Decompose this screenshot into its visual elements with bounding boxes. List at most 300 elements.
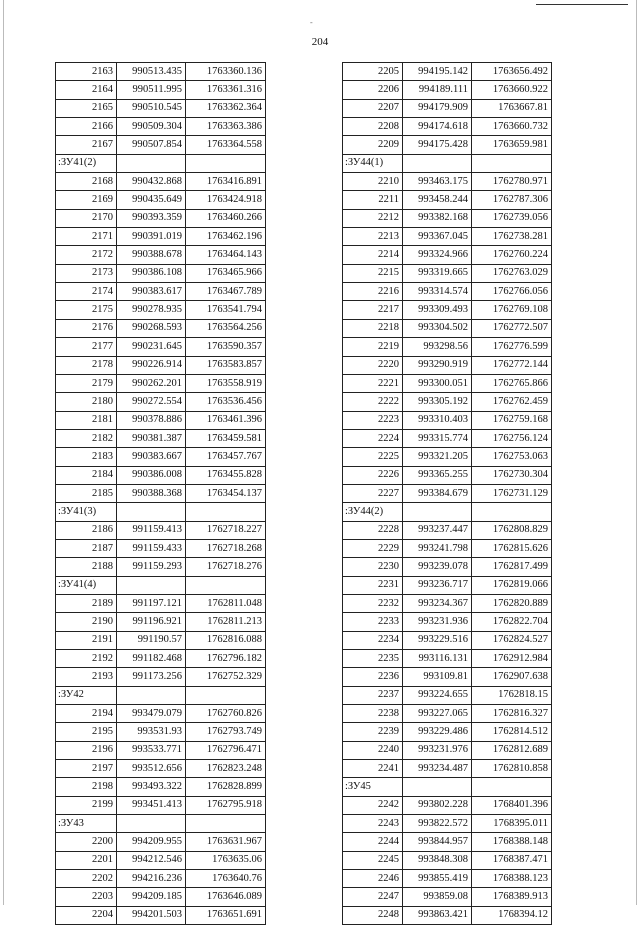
section-label: :ЗУ44(1) [343,154,403,172]
point-number: 2191 [56,631,117,649]
section-header-row [56,815,266,833]
point-number: 2194 [56,705,117,723]
table-row [343,173,552,191]
y-coordinate: 1762818.15 [472,686,552,704]
y-coordinate: 1763659.981 [472,136,552,154]
table-row [56,338,266,356]
point-number: 2226 [343,466,403,484]
point-number: 2167 [56,136,117,154]
table-row [56,705,266,723]
y-coordinate: 1762763.029 [472,264,552,282]
table-row [343,686,552,704]
x-coordinate: 993116.131 [403,650,472,668]
x-coordinate: 990391.019 [117,228,186,246]
x-coordinate: 993822.572 [403,815,472,833]
x-coordinate: 993324.966 [403,246,472,264]
table-row [56,118,266,136]
point-number: 2210 [343,173,403,191]
point-number: 2232 [343,594,403,612]
empty-cell [403,503,472,521]
x-coordinate: 990386.108 [117,264,186,282]
point-number: 2221 [343,374,403,392]
point-number: 2219 [343,338,403,356]
point-number: 2218 [343,319,403,337]
empty-cell [117,686,186,704]
y-coordinate: 1768388.148 [472,833,552,851]
point-number: 2241 [343,760,403,778]
y-coordinate: 1763457.767 [186,448,266,466]
left-scan-edge [3,0,4,905]
point-number: 2234 [343,631,403,649]
y-coordinate: 1762760.826 [186,705,266,723]
x-coordinate: 990278.935 [117,301,186,319]
empty-cell [117,815,186,833]
point-number: 2183 [56,448,117,466]
table-row [343,209,552,227]
point-number: 2248 [343,906,403,924]
y-coordinate: 1768389.913 [472,888,552,906]
table-row [56,209,266,227]
x-coordinate: 993367.045 [403,228,472,246]
x-coordinate: 993479.079 [117,705,186,723]
x-coordinate: 993855.419 [403,870,472,888]
y-coordinate: 1762816.327 [472,705,552,723]
x-coordinate: 994216.236 [117,870,186,888]
section-header-row [56,576,266,594]
x-coordinate: 990268.593 [117,319,186,337]
x-coordinate: 990507.854 [117,136,186,154]
x-coordinate: 993382.168 [403,209,472,227]
table-row [343,99,552,117]
x-coordinate: 990393.359 [117,209,186,227]
y-coordinate: 1762756.124 [472,429,552,447]
y-coordinate: 1763467.789 [186,283,266,301]
x-coordinate: 994174.618 [403,118,472,136]
table-row [56,246,266,264]
y-coordinate: 1762772.507 [472,319,552,337]
x-coordinate: 990432.868 [117,173,186,191]
empty-cell [117,503,186,521]
point-number: 2180 [56,393,117,411]
point-number: 2225 [343,448,403,466]
section-header-row [343,778,552,796]
table-row [56,429,266,447]
y-coordinate: 1763454.137 [186,484,266,502]
table-row [56,650,266,668]
table-row [343,374,552,392]
x-coordinate: 993305.192 [403,393,472,411]
point-number: 2238 [343,705,403,723]
table-row [343,796,552,814]
point-number: 2163 [56,63,117,81]
y-coordinate: 1768395.011 [472,815,552,833]
point-number: 2195 [56,723,117,741]
x-coordinate: 993109.81 [403,668,472,686]
section-header-row [56,154,266,172]
section-label: :ЗУ44(2) [343,503,403,521]
y-coordinate: 1763631.967 [186,833,266,851]
y-coordinate: 1762811.213 [186,613,266,631]
y-coordinate: 1762776.599 [472,338,552,356]
section-header-row [343,503,552,521]
y-coordinate: 1762907.638 [472,668,552,686]
table-row [343,815,552,833]
empty-cell [472,503,552,521]
point-number: 2247 [343,888,403,906]
table-row [343,338,552,356]
empty-cell [186,154,266,172]
point-number: 2237 [343,686,403,704]
x-coordinate: 990388.368 [117,484,186,502]
x-coordinate: 990509.304 [117,118,186,136]
table-row [343,851,552,869]
empty-cell [186,503,266,521]
point-number: 2170 [56,209,117,227]
table-row [343,906,552,924]
x-coordinate: 993844.957 [403,833,472,851]
table-row [56,594,266,612]
x-coordinate: 990383.617 [117,283,186,301]
table-row [343,594,552,612]
point-number: 2207 [343,99,403,117]
y-coordinate: 1762828.899 [186,778,266,796]
point-number: 2197 [56,760,117,778]
point-number: 2216 [343,283,403,301]
x-coordinate: 990435.649 [117,191,186,209]
point-number: 2166 [56,118,117,136]
point-number: 2165 [56,99,117,117]
y-coordinate: 1768388.123 [472,870,552,888]
point-number: 2206 [343,81,403,99]
y-coordinate: 1762787.306 [472,191,552,209]
point-number: 2246 [343,870,403,888]
table-row [343,411,552,429]
point-number: 2172 [56,246,117,264]
x-coordinate: 994195.142 [403,63,472,81]
y-coordinate: 1763364.558 [186,136,266,154]
coordinates-table-right [342,62,552,925]
y-coordinate: 1763640.76 [186,870,266,888]
table-row [56,723,266,741]
x-coordinate: 993229.516 [403,631,472,649]
x-coordinate: 994179.909 [403,99,472,117]
point-number: 2209 [343,136,403,154]
table-row [343,466,552,484]
table-row [56,99,266,117]
y-coordinate: 1762822.704 [472,613,552,631]
table-row [56,136,266,154]
point-number: 2224 [343,429,403,447]
y-coordinate: 1762820.889 [472,594,552,612]
table-row [56,393,266,411]
table-row [343,613,552,631]
point-number: 2181 [56,411,117,429]
point-number: 2211 [343,191,403,209]
x-coordinate: 994209.955 [117,833,186,851]
table-row [56,63,266,81]
table-row [56,833,266,851]
x-coordinate: 993384.679 [403,484,472,502]
x-coordinate: 993863.421 [403,906,472,924]
y-coordinate: 1762718.268 [186,539,266,557]
y-coordinate: 1763635.06 [186,851,266,869]
x-coordinate: 994175.428 [403,136,472,154]
y-coordinate: 1762793.749 [186,723,266,741]
x-coordinate: 990383.667 [117,448,186,466]
point-number: 2243 [343,815,403,833]
x-coordinate: 990262.201 [117,374,186,392]
table-row [343,356,552,374]
point-number: 2192 [56,650,117,668]
table-row [56,228,266,246]
x-coordinate: 993239.078 [403,558,472,576]
y-coordinate: 1768387.471 [472,851,552,869]
y-coordinate: 1763460.266 [186,209,266,227]
x-coordinate: 993365.255 [403,466,472,484]
page-number: 204 [311,36,329,48]
table-row [56,796,266,814]
table-row [56,81,266,99]
point-number: 2203 [56,888,117,906]
point-number: 2212 [343,209,403,227]
point-number: 2229 [343,539,403,557]
empty-cell [186,576,266,594]
section-label: :ЗУ41(2) [56,154,117,172]
y-coordinate: 1763558.919 [186,374,266,392]
table-row [343,833,552,851]
y-coordinate: 1763465.966 [186,264,266,282]
coordinates-table-right-body [343,63,552,925]
table-row [343,668,552,686]
table-row [343,429,552,447]
empty-cell [117,154,186,172]
point-number: 2202 [56,870,117,888]
section-header-row [56,503,266,521]
section-label: :ЗУ43 [56,815,117,833]
y-coordinate: 1762753.063 [472,448,552,466]
y-coordinate: 1763363.386 [186,118,266,136]
point-number: 2169 [56,191,117,209]
section-label: :ЗУ45 [343,778,403,796]
empty-cell [186,815,266,833]
point-number: 2215 [343,264,403,282]
x-coordinate: 993298.56 [403,338,472,356]
y-coordinate: 1762766.056 [472,283,552,301]
point-number: 2176 [56,319,117,337]
point-number: 2190 [56,613,117,631]
y-coordinate: 1762814.512 [472,723,552,741]
x-coordinate: 993802.228 [403,796,472,814]
table-row [56,851,266,869]
x-coordinate: 993234.487 [403,760,472,778]
empty-cell [117,576,186,594]
point-number: 2208 [343,118,403,136]
y-coordinate: 1762759.168 [472,411,552,429]
point-number: 2213 [343,228,403,246]
x-coordinate: 991173.256 [117,668,186,686]
table-row [343,264,552,282]
y-coordinate: 1762912.984 [472,650,552,668]
table-row [343,539,552,557]
point-number: 2235 [343,650,403,668]
coordinates-table-left [55,62,266,925]
x-coordinate: 993224.655 [403,686,472,704]
point-number: 2168 [56,173,117,191]
table-row [56,668,266,686]
table-row [56,778,266,796]
table-row [343,246,552,264]
x-coordinate: 993848.308 [403,851,472,869]
y-coordinate: 1763462.196 [186,228,266,246]
x-coordinate: 990226.914 [117,356,186,374]
point-number: 2185 [56,484,117,502]
x-coordinate: 993859.08 [403,888,472,906]
table-row [56,411,266,429]
y-coordinate: 1763360.136 [186,63,266,81]
point-number: 2189 [56,594,117,612]
section-label: :ЗУ41(4) [56,576,117,594]
x-coordinate: 991182.468 [117,650,186,668]
table-row [343,191,552,209]
x-coordinate: 990388.678 [117,246,186,264]
y-coordinate: 1762772.144 [472,356,552,374]
y-coordinate: 1762760.224 [472,246,552,264]
coordinates-table-left-body [56,63,266,925]
y-coordinate: 1763541.794 [186,301,266,319]
table-row [343,484,552,502]
table-row [56,521,266,539]
point-number: 2228 [343,521,403,539]
table-row [343,301,552,319]
x-coordinate: 991159.433 [117,539,186,557]
point-number: 2239 [343,723,403,741]
table-row [56,888,266,906]
point-number: 2220 [343,356,403,374]
table-row [343,118,552,136]
y-coordinate: 1763424.918 [186,191,266,209]
y-coordinate: 1762718.276 [186,558,266,576]
x-coordinate: 993512.656 [117,760,186,778]
point-number: 2179 [56,374,117,392]
table-row [56,319,266,337]
scan-mark: - [310,18,313,27]
table-row [343,136,552,154]
table-row [56,283,266,301]
x-coordinate: 993314.574 [403,283,472,301]
table-row [343,576,552,594]
x-coordinate: 993237.447 [403,521,472,539]
table-row [56,741,266,759]
table-row [56,870,266,888]
table-row [56,484,266,502]
x-coordinate: 990231.645 [117,338,186,356]
point-number: 2201 [56,851,117,869]
table-row [343,283,552,301]
point-number: 2178 [56,356,117,374]
point-number: 2217 [343,301,403,319]
empty-cell [403,154,472,172]
y-coordinate: 1763660.922 [472,81,552,99]
point-number: 2175 [56,301,117,319]
x-coordinate: 990381.387 [117,429,186,447]
x-coordinate: 991196.921 [117,613,186,631]
point-number: 2184 [56,466,117,484]
y-coordinate: 1762810.858 [472,760,552,778]
x-coordinate: 993458.244 [403,191,472,209]
top-rule-line [536,4,628,5]
empty-cell [186,686,266,704]
x-coordinate: 993533.771 [117,741,186,759]
x-coordinate: 990511.995 [117,81,186,99]
x-coordinate: 993315.774 [403,429,472,447]
point-number: 2187 [56,539,117,557]
point-number: 2177 [56,338,117,356]
table-row [56,448,266,466]
point-number: 2171 [56,228,117,246]
y-coordinate: 1768394.12 [472,906,552,924]
x-coordinate: 994212.546 [117,851,186,869]
x-coordinate: 991197.121 [117,594,186,612]
point-number: 2236 [343,668,403,686]
x-coordinate: 993290.919 [403,356,472,374]
y-coordinate: 1762795.918 [186,796,266,814]
x-coordinate: 993241.798 [403,539,472,557]
point-number: 2231 [343,576,403,594]
y-coordinate: 1763583.857 [186,356,266,374]
y-coordinate: 1763464.143 [186,246,266,264]
x-coordinate: 993304.502 [403,319,472,337]
table-row [56,558,266,576]
x-coordinate: 990272.554 [117,393,186,411]
y-coordinate: 1763416.891 [186,173,266,191]
x-coordinate: 993451.413 [117,796,186,814]
y-coordinate: 1763459.581 [186,429,266,447]
x-coordinate: 993310.403 [403,411,472,429]
table-row [343,650,552,668]
point-number: 2223 [343,411,403,429]
y-coordinate: 1762738.281 [472,228,552,246]
y-coordinate: 1762824.527 [472,631,552,649]
y-coordinate: 1762808.829 [472,521,552,539]
y-coordinate: 1763660.732 [472,118,552,136]
table-row [56,173,266,191]
table-row [343,558,552,576]
x-coordinate: 991190.57 [117,631,186,649]
y-coordinate: 1762765.866 [472,374,552,392]
table-row [56,374,266,392]
table-row [343,741,552,759]
y-coordinate: 1768401.396 [472,796,552,814]
y-coordinate: 1762823.248 [186,760,266,778]
table-row [343,723,552,741]
table-row [56,191,266,209]
table-row [343,228,552,246]
y-coordinate: 1762796.471 [186,741,266,759]
x-coordinate: 991159.293 [117,558,186,576]
y-coordinate: 1762817.499 [472,558,552,576]
empty-cell [403,778,472,796]
x-coordinate: 993463.175 [403,173,472,191]
table-row [343,870,552,888]
y-coordinate: 1762780.971 [472,173,552,191]
x-coordinate: 994209.185 [117,888,186,906]
y-coordinate: 1762739.056 [472,209,552,227]
y-coordinate: 1763590.357 [186,338,266,356]
point-number: 2204 [56,906,117,924]
y-coordinate: 1763461.396 [186,411,266,429]
y-coordinate: 1763536.456 [186,393,266,411]
x-coordinate: 993234.367 [403,594,472,612]
